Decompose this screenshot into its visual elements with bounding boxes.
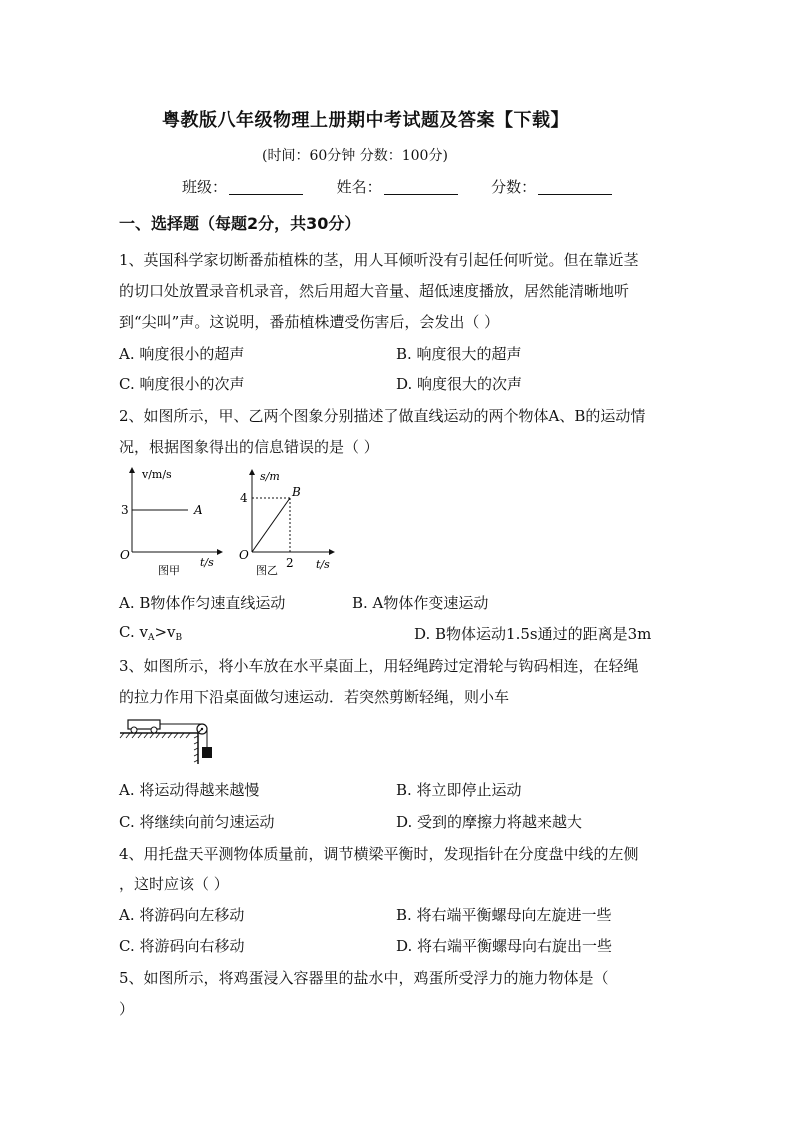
info-fields bbox=[182, 176, 612, 197]
q4-option-a: A. 将游码向左移动 bbox=[119, 906, 245, 924]
name-label: 姓名： bbox=[336, 178, 382, 196]
q1-option-d: D. 响度很大的次声 bbox=[396, 375, 523, 393]
q3-option-d: D. 受到的摩擦力将越来越大 bbox=[396, 813, 583, 831]
series-a-label: A bbox=[194, 503, 203, 517]
class-label: 班级： bbox=[182, 178, 228, 196]
figure-yi-st-graph bbox=[234, 466, 336, 580]
q3-option-b: B. 将立即停止运动 bbox=[396, 781, 522, 799]
time-score-info: (时间：60分钟 分数：100分) bbox=[262, 148, 448, 164]
q4-option-b: B. 将右端平衡螺母向左旋进一些 bbox=[396, 906, 612, 924]
q2-option-c-mid: >v bbox=[154, 623, 176, 641]
q4-line-2: ，这时应该（ ） bbox=[119, 875, 229, 893]
x-tick-label: 2 bbox=[286, 556, 294, 570]
class-blank bbox=[229, 179, 303, 195]
q1-line-2: 的切口处放置录音机录音，然后用超大音量、超低速度播放，居然能清晰地听 bbox=[119, 282, 630, 300]
cart-pulley-figure bbox=[118, 714, 218, 766]
q2-option-c bbox=[119, 623, 182, 643]
q1-option-a: A. 响度很小的超声 bbox=[119, 345, 245, 363]
q1-line-1: 1、英国科学家切断番茄植株的茎，用人耳倾听没有引起任何听觉。但在靠近茎 bbox=[119, 251, 639, 269]
figure-jia-vt-graph bbox=[118, 462, 224, 580]
subscript-a: A bbox=[147, 633, 155, 643]
cart-wheel-right bbox=[151, 727, 157, 733]
q4-option-d: D. 将右端平衡螺母向右旋出一些 bbox=[396, 937, 613, 955]
q1-option-b: B. 响度很大的超声 bbox=[396, 345, 522, 363]
y-tick-label: 3 bbox=[121, 503, 129, 517]
q1-option-c: C. 响度很小的次声 bbox=[119, 375, 245, 393]
origin-label: O bbox=[120, 548, 130, 562]
q2-line-2: 况，根据图象得出的信息错误的是（ ） bbox=[119, 438, 379, 456]
figure-caption: 图甲 bbox=[158, 564, 180, 577]
q4-option-c: C. 将游码向右移动 bbox=[119, 937, 245, 955]
subscript-b: B bbox=[175, 633, 183, 643]
x-axis-label: t/s bbox=[200, 556, 214, 569]
q3-option-a: A. 将运动得越来越慢 bbox=[119, 781, 260, 799]
y-tick-label: 4 bbox=[240, 491, 248, 505]
series-b-line bbox=[252, 498, 290, 552]
section-heading: 一、选择题（每题2分，共30分） bbox=[119, 214, 361, 233]
q1-line-3: 到“尖叫”声。这说明，番茄植株遭受伤害后，会发出（ ） bbox=[119, 313, 500, 331]
y-axis-label: s/m bbox=[260, 470, 280, 483]
hook-weight bbox=[202, 747, 212, 758]
q2-line-1: 2、如图所示，甲、乙两个图象分别描述了做直线运动的两个物体A、B的运动情 bbox=[119, 407, 646, 425]
q4-line-1: 4、用托盘天平测物体质量前，调节横梁平衡时，发现指针在分度盘中线的左侧 bbox=[119, 845, 639, 863]
x-axis-label: t/s bbox=[316, 558, 330, 571]
q5-line-1: 5、如图所示，将鸡蛋浸入容器里的盐水中，鸡蛋所受浮力的施力物体是（ bbox=[119, 969, 609, 987]
cart-wheel-left bbox=[131, 727, 137, 733]
q3-line-2: 的拉力作用下沿桌面做匀速运动．若突然剪断轻绳，则小车 bbox=[119, 688, 510, 706]
page-title: 粤教版八年级物理上册期中考试题及答案【下载】 bbox=[162, 110, 569, 131]
q2-option-a: A. B物体作匀速直线运动 bbox=[119, 594, 286, 612]
origin-label: O bbox=[239, 548, 249, 562]
figure-caption: 图乙 bbox=[256, 564, 278, 577]
q2-option-d: D. B物体运动1.5s通过的距离是3m bbox=[414, 625, 652, 643]
q2-option-b: B. A物体作变速运动 bbox=[352, 594, 489, 612]
score-label: 分数： bbox=[491, 178, 537, 196]
q3-line-1: 3、如图所示，将小车放在水平桌面上，用轻绳跨过定滑轮与钩码相连，在轻绳 bbox=[119, 657, 639, 675]
q5-line-2: ） bbox=[119, 1000, 135, 1018]
score-blank bbox=[538, 179, 612, 195]
q3-option-c: C. 将继续向前匀速运动 bbox=[119, 813, 275, 831]
q2-option-c-prefix: C. v bbox=[119, 623, 148, 641]
y-axis-label: v/m/s bbox=[142, 468, 172, 481]
series-b-label: B bbox=[292, 485, 301, 499]
name-blank bbox=[384, 179, 458, 195]
